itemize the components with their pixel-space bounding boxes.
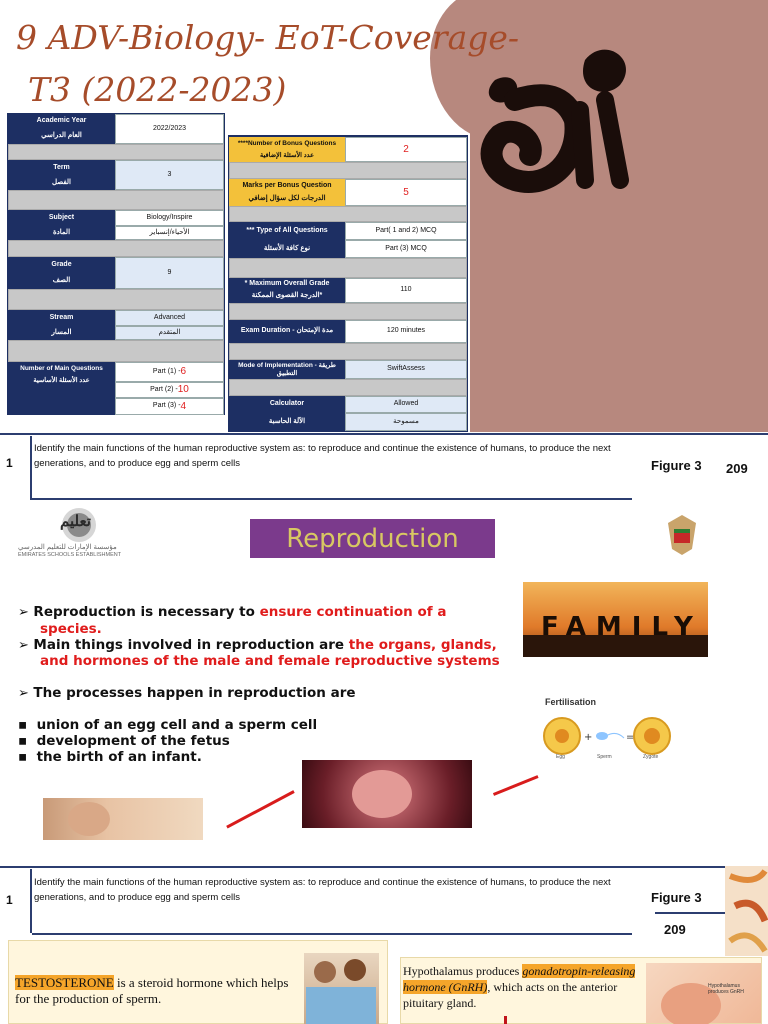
table-gap xyxy=(8,240,224,257)
table-gap xyxy=(229,303,467,320)
table-gap xyxy=(229,379,467,396)
logo-word: تعليم xyxy=(60,513,91,530)
table-gap xyxy=(8,144,224,160)
arrow-to-baby xyxy=(226,790,295,828)
calculator-value-ar: مسموحة xyxy=(345,413,467,431)
stream-value: Advanced xyxy=(115,310,224,326)
bullet-2-line2: and hormones of the male and female reproductive systems xyxy=(40,653,500,669)
row-divider xyxy=(30,869,32,933)
implementation-value: SwiftAssess xyxy=(345,360,467,379)
family-word: FAMILY xyxy=(541,612,703,642)
subject-label: Subject xyxy=(8,210,115,226)
grade-value: 9 xyxy=(115,257,224,289)
pointer-mark xyxy=(504,1016,507,1024)
baby-image xyxy=(43,798,203,840)
decorative-calligraphy xyxy=(455,40,645,200)
question-type-label-ar: نوع كافة الأسئلة xyxy=(229,240,345,258)
hypothalamus-image xyxy=(646,963,761,1023)
testosterone-text: TESTOSTERONE is a steroid hormone which helps for the production of sperm. xyxy=(15,975,289,1006)
subject-value-ar: الأحياء/إنسباير xyxy=(115,226,224,240)
marks-bonus-value: 5 xyxy=(345,179,467,206)
max-grade-label-ar: الدرجة القصوى الممكنة* xyxy=(229,290,345,303)
academic-year-label-ar: العام الدراسي xyxy=(8,129,115,144)
gnrh-slide xyxy=(400,957,762,1024)
exam-duration-label: Exam Duration - مدة الإمتحان xyxy=(229,320,345,343)
stream-label: Stream xyxy=(8,310,115,326)
slide-heading: Reproduction xyxy=(250,519,495,558)
subject-label-ar: المادة xyxy=(8,226,115,240)
part1-value: Part (1) - 6 xyxy=(115,362,224,382)
main-questions-label-ar: عدد الأسئلة الأساسية xyxy=(8,376,115,386)
gnrh-text: Hypothalamus produces gonadotropin-releasing hormone (GnRH), which acts on the anterior pituitary gland. xyxy=(403,964,636,1010)
svg-text:+: + xyxy=(584,732,593,743)
bonus-questions-value: 2 xyxy=(345,137,467,162)
bullet-2-line1: ➢ Main things involved in reproduction are the organs, glands, xyxy=(18,637,497,653)
bullet-1-line2: species. xyxy=(40,621,102,637)
table-gap xyxy=(229,206,467,222)
page-title-line2: T3 (2022-2023) xyxy=(28,70,287,109)
row-divider xyxy=(30,436,32,500)
zygote-label: Zygote xyxy=(643,754,659,760)
term-label: Term xyxy=(8,160,115,176)
bullet-3: ➢ The processes happen in reproduction are xyxy=(18,685,356,701)
part2-value: Part (2) - 10 xyxy=(115,382,224,398)
stream-label-ar: المسار xyxy=(8,326,115,340)
bullet-1-line1: ➢ Reproduction is necessary to ensure continuation of a xyxy=(18,604,447,620)
sperm-label: Sperm xyxy=(597,754,612,760)
row-border-bottom xyxy=(32,933,632,935)
page-number: 209 xyxy=(664,922,686,937)
row-border xyxy=(655,912,728,914)
page-number: 209 xyxy=(726,461,748,476)
subject-value: Biology/Inspire xyxy=(115,210,224,226)
max-grade-label: * Maximum Overall Grade xyxy=(229,278,345,290)
row-number: 1 xyxy=(6,456,13,470)
row-border-bottom xyxy=(32,498,632,500)
doctor-image xyxy=(304,953,379,1024)
leaf-decoration xyxy=(725,866,768,956)
svg-text:=: = xyxy=(626,732,635,743)
part3-value: Part (3) - 4 xyxy=(115,398,224,415)
table-gap xyxy=(8,289,224,310)
figure-label: Figure 3 xyxy=(651,890,702,905)
arrow-to-fetus xyxy=(493,775,539,796)
term-value: 3 xyxy=(115,160,224,190)
stream-value-ar: المتقدم xyxy=(115,326,224,340)
marks-bonus-label-ar: الدرجات لكل سؤال إضافي xyxy=(229,193,345,206)
bonus-questions-label-ar: عدد الأسئلة الإضافية xyxy=(229,150,345,162)
calculator-label-ar: الآلة الحاسبة xyxy=(229,413,345,431)
academic-year-value: 2022/2023 xyxy=(115,114,224,144)
sub-bullet-1: ▪ union of an egg cell and a sperm cell xyxy=(18,717,318,733)
table-gap xyxy=(8,190,224,210)
grade-label: Grade xyxy=(8,257,115,273)
sub-bullet-3: ▪ the birth of an infant. xyxy=(18,749,202,765)
row-number: 1 xyxy=(6,893,13,907)
sub-bullet-2: ▪ development of the fetus xyxy=(18,733,230,749)
calculator-value: Allowed xyxy=(345,396,467,413)
hypothalamus-label: Hypothalamus produces GnRH xyxy=(708,983,744,995)
row-objective-text: Identify the main functions of the human reproductive system as: to reproduce and continue the existence of humans, to produce the next generations, and to produce egg and sperm cells xyxy=(34,443,611,469)
row-objective-text: Identify the main functions of the human reproductive system as: to reproduce and continue the existence of humans, to produce the next generations, and to produce egg and sperm cells xyxy=(34,877,611,903)
table-gap xyxy=(229,258,467,278)
exam-duration-value: 120 minutes xyxy=(345,320,467,343)
marks-bonus-label: Marks per Bonus Question xyxy=(229,179,345,193)
egg-label: Egg xyxy=(556,754,565,760)
figure-label: Figure 3 xyxy=(651,458,702,473)
table-gap xyxy=(229,162,467,179)
question-type-label: *** Type of All Questions xyxy=(229,222,345,240)
page-title-line1: 9 ADV-Biology- EoT-Coverage- xyxy=(16,18,520,57)
fetus-image xyxy=(302,760,472,828)
logo-arabic: مؤسسة الإمارات للتعليم المدرسي xyxy=(18,544,117,551)
implementation-label: Mode of Implementation - طريقة التطبيق xyxy=(229,360,345,379)
max-grade-value: 110 xyxy=(345,278,467,303)
row-border-top xyxy=(0,433,768,435)
bonus-questions-label: ****Number of Bonus Questions xyxy=(229,137,345,150)
testosterone-slide xyxy=(8,940,388,1024)
question-type-2: Part (3) MCQ xyxy=(345,240,467,258)
table-gap xyxy=(8,340,224,362)
row-border-top xyxy=(0,866,728,868)
family-image xyxy=(523,582,708,657)
emblem-icon xyxy=(662,513,702,557)
grade-label-ar: الصف xyxy=(8,273,115,289)
fertilisation-title: Fertilisation xyxy=(545,697,597,707)
calculator-label: Calculator xyxy=(229,396,345,413)
main-questions-label: Number of Main Questions xyxy=(8,362,115,376)
term-label-ar: الفصل xyxy=(8,176,115,190)
question-type-1: Part( 1 and 2) MCQ xyxy=(345,222,467,240)
table-gap xyxy=(229,343,467,360)
logo-english: EMIRATES SCHOOLS ESTABLISHMENT xyxy=(18,552,122,558)
academic-year-label: Academic Year xyxy=(8,114,115,129)
